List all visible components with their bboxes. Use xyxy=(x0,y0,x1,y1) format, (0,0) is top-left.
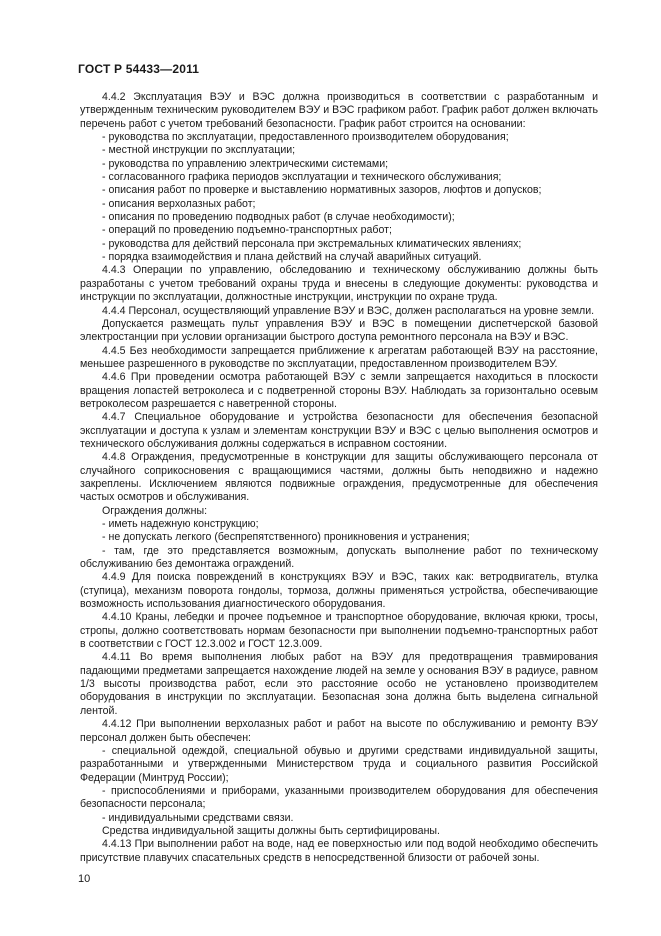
list-item: - руководства по управлению электрическими системами; xyxy=(102,157,389,170)
document-body xyxy=(80,91,598,865)
paragraph-4-4-6: 4.4.6 При проведении осмотра работающей ВЭУ с земли запрещается находиться в плоскости вращения лопастей ветроколеса и с подветренной стороны ВЭУ. Наблюдать за горизонтально осевым ветроколесом разрешается с наветренной стороны. xyxy=(80,371,598,410)
paragraph-4-4-13: 4.4.13 При выполнении работ на воде, над ее поверхностью или под водой необходимо обеспечить присутствие плавучих спасательных средств в непосредственной близости от рабочей зоны. xyxy=(80,838,598,864)
list-item: - согласованного графика периодов эксплуатации и технического обслуживания; xyxy=(102,171,502,184)
page-number: 10 xyxy=(78,873,91,885)
list-item: - там, где это представляется возможным, допускать выполнение работ по техническому обслуживанию без демонтажа ограждений. xyxy=(80,544,598,571)
list-item: - специальной одеждой, специальной обувью и другими средствами индивидуальной защиты, разработанными и утвержденными Министерством труда и социального развития Российской Федерации (Минтруд России); xyxy=(80,744,598,784)
list-item: - индивидуальными средствами связи. xyxy=(102,811,294,824)
paragraph-4-4-8: 4.4.8 Ограждения, предусмотренные в конструкции для защиты обслуживающего персонала от случайного соприкосновения с вращающимися частями, должны быть неподвижно и надежно закреплены. Исключением являются подвижные ограждения, предусмотренные для обеспечения частых осмотров и обслуживания. xyxy=(80,451,598,504)
list-item: - руководства для действий персонала при экстремальных климатических явлениях; xyxy=(102,237,522,250)
paragraph-4-4-4: 4.4.4 Персонал, осуществляющий управление ВЭУ и ВЭС, должен располагаться на уровне земли. xyxy=(102,304,595,317)
paragraph-4-4-9: 4.4.9 Для поиска повреждений в конструкциях ВЭУ и ВЭС, таких как: ветродвигатель, втулка (ступица), механизм поворота гондолы, тормоза, должны применяться устройства, обеспечивающие возможность использования диагностического оборудования. xyxy=(80,571,598,611)
paragraph: Ограждения должны: xyxy=(102,504,208,517)
list-item: - порядка взаимодействия и плана действий на случай аварийных ситуаций. xyxy=(102,251,482,264)
list-item: - приспособлениями и приборами, указанными производителем оборудования для обеспечения безопасности персонала; xyxy=(80,784,598,811)
list-item: - описания работ по проверке и выставлению нормативных зазоров, люфтов и допусков; xyxy=(102,184,542,197)
paragraph-4-4-7: 4.4.7 Специальное оборудование и устройства безопасности для обеспечения безопасной эксплуатации и доступа к узлам и элементам конструкции ВЭУ и ВЭС с целью выполнения осмотров и технического обслуживания должны содержаться в исправном состоянии. xyxy=(80,411,598,450)
document-header: ГОСТ Р 54433—2011 xyxy=(78,62,200,76)
paragraph-4-4-2: 4.4.2 Эксплуатация ВЭУ и ВЭС должна производиться в соответствии с разработанным и утвержденным техническим руководителем ВЭУ и ВЭС графиком работ. График работ должен включать перечень работ с учетом требований безопасности. График работ строится на основании: xyxy=(80,91,598,130)
paragraph: Допускается размещать пульт управления ВЭУ и ВЭС в помещении диспетчерской базовой электростанции при условии организации быстрого доступа ремонтного персонала на ВЭУ и ВЭС. xyxy=(80,317,598,344)
paragraph-4-4-12: 4.4.12 При выполнении верхолазных работ и работ на высоте по обслуживанию и ремонту ВЭУ персонал должен быть обеспечен: xyxy=(80,718,598,744)
paragraph-4-4-11: 4.4.11 Во время выполнения любых работ на ВЭУ для предотвращения травмирования падающими предметами запрещается нахождение людей на земле у основания ВЭУ в радиусе, равном 1/3 высоты производства работ, если это расстояние особо не установлено производителем оборудования в инструкции по эксплуатации. Безопасная зона должна быть выделена сигнальной лентой. xyxy=(80,651,598,717)
list-item: - иметь надежную конструкцию; xyxy=(102,518,259,530)
list-item: - описания по проведению подводных работ (в случае необходимости); xyxy=(102,211,455,224)
list-item: - операций по проведению подъемно-транспортных работ; xyxy=(102,224,392,237)
paragraph-4-4-3: 4.4.3 Операции по управлению, обследованию и техническому обслуживанию должны быть разработаны с учетом требований охраны труда и внесены в следующие документы: руководства и инструкции по эксплуатации, должностные инструкции, инструкции по охране труда. xyxy=(80,264,598,304)
list-item: - руководства по эксплуатации, предоставленного производителем оборудования; xyxy=(102,131,509,144)
paragraph-4-4-5: 4.4.5 Без необходимости запрещается приближение к агрегатам работающей ВЭУ на расстояние, меньшее разрешенного в руководстве по эксплуатации, предоставленном производителем ВЭУ. xyxy=(80,344,598,370)
paragraph-4-4-10: 4.4.10 Краны, лебедки и прочее подъемное и транспортное оборудование, включая крюки, тросы, стропы, должно соответствовать нормам безопасности при выполнении подъемно-транспортных работ в соответствии с ГОСТ 12.3.002 и ГОСТ 12.3.009. xyxy=(80,611,598,651)
list-item: - описания верхолазных работ; xyxy=(102,197,256,210)
list-item: - местной инструкции по эксплуатации; xyxy=(102,144,296,157)
paragraph: Средства индивидуальной защиты должны быть сертифицированы. xyxy=(102,824,440,837)
list-item: - не допускать легкого (беспрепятственного) проникновения и устранения; xyxy=(102,531,470,544)
